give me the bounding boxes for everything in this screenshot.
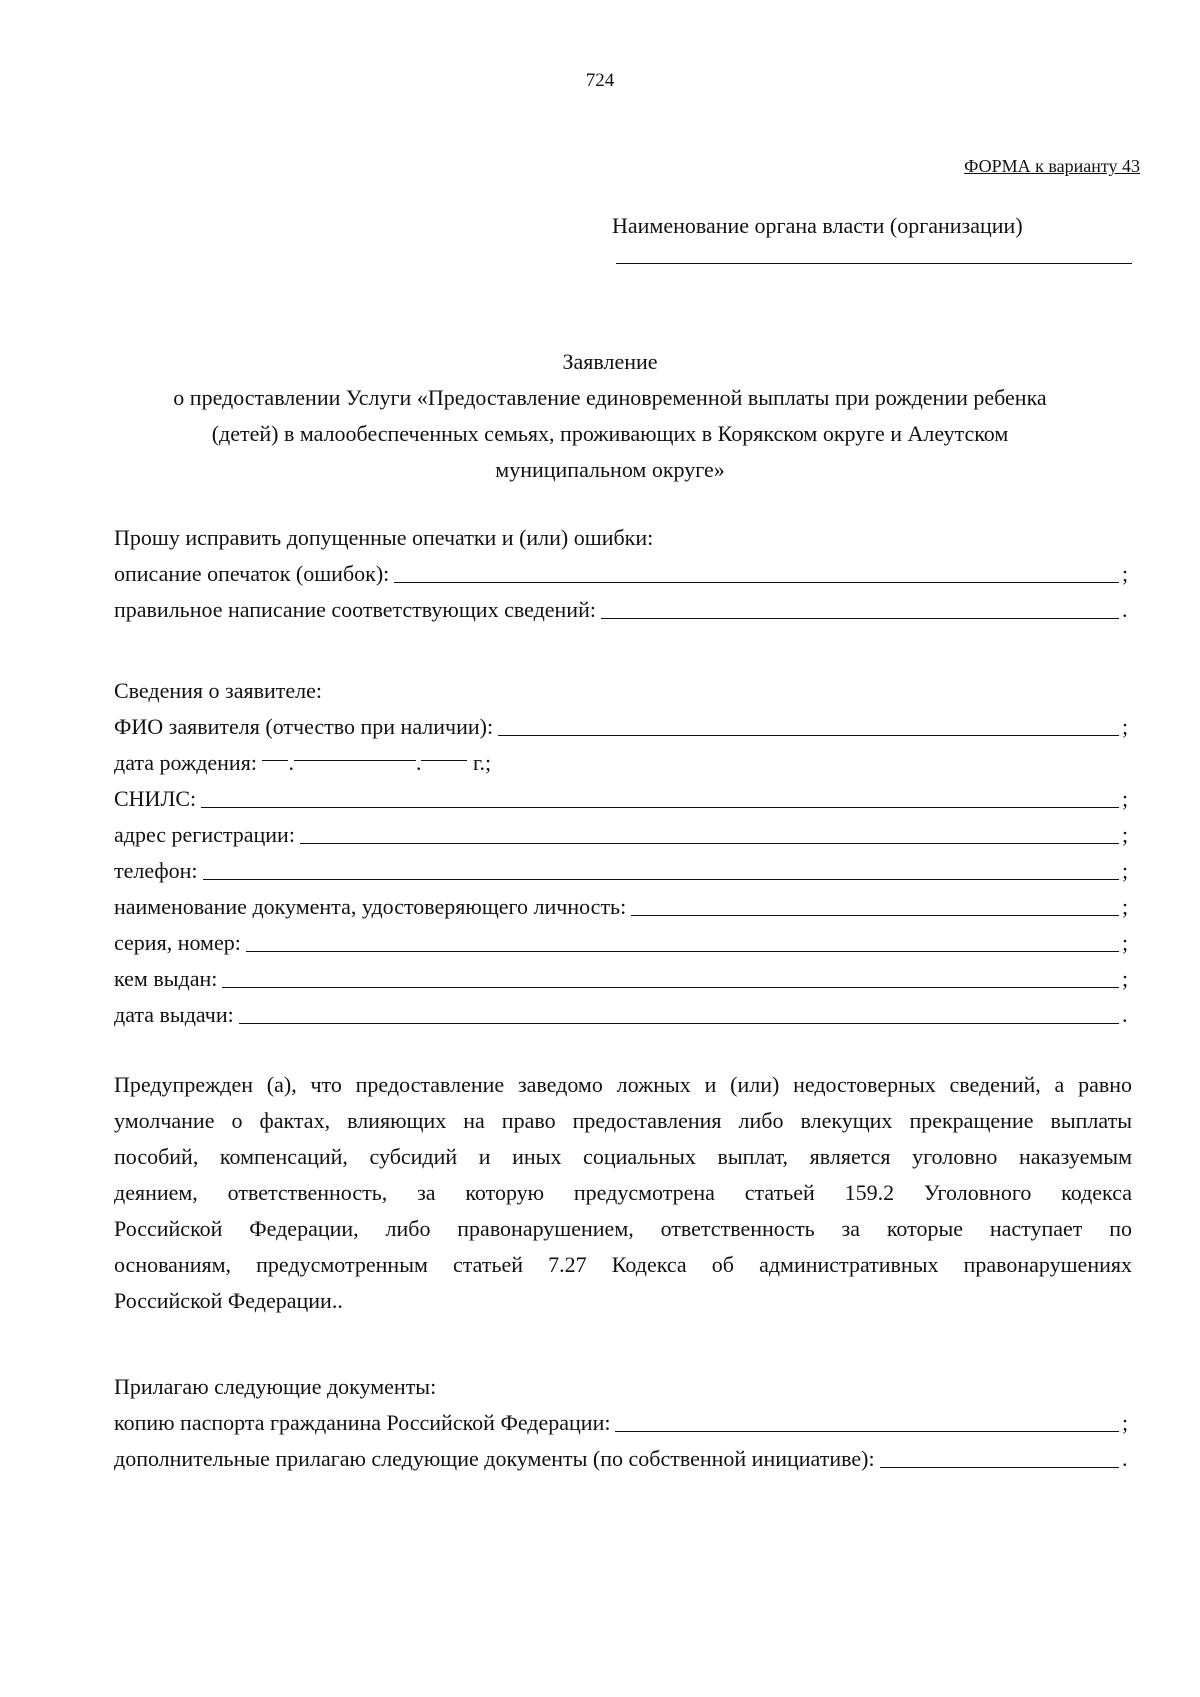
line-terminator: . bbox=[1122, 1002, 1128, 1027]
series-number-label: серия, номер: bbox=[114, 930, 241, 955]
warning-line: Российской Федерации, либо правонарушением, ответственность за которые наступает по bbox=[114, 1216, 1132, 1241]
dob-field[interactable]: . . bbox=[257, 745, 473, 781]
passport-copy-label: копию паспорта гражданина Российской Федерации: bbox=[114, 1410, 611, 1435]
line-terminator: ; bbox=[1122, 561, 1129, 586]
title-line: муниципальном округе» bbox=[495, 457, 725, 482]
line-terminator: . bbox=[1122, 1446, 1128, 1471]
dob-year-field[interactable] bbox=[421, 760, 467, 761]
dob-day-field[interactable] bbox=[262, 760, 288, 761]
passport-copy-field[interactable] bbox=[615, 1431, 1119, 1432]
phone-field[interactable] bbox=[203, 879, 1119, 880]
id-document-label: наименование документа, удостоверяющего личность: bbox=[114, 894, 627, 919]
fio-label: ФИО заявителя (отчество при наличии): bbox=[114, 714, 494, 739]
line-terminator: ; bbox=[1122, 858, 1129, 883]
attachments-heading: Прилагаю следующие документы: bbox=[114, 1374, 437, 1399]
warning-line: Российской Федерации.. bbox=[114, 1288, 343, 1313]
series-number-field[interactable] bbox=[246, 951, 1119, 952]
line-terminator: ; bbox=[1122, 786, 1129, 811]
authority-label: Наименование органа власти (организации) bbox=[612, 213, 1023, 238]
warning-line: Предупрежден (а), что предоставление заведомо ложных и (или) недостоверных сведений, а равно bbox=[114, 1072, 1132, 1097]
line-terminator: ; bbox=[1122, 930, 1129, 955]
document-title bbox=[130, 344, 1090, 488]
corrections-intro: Прошу исправить допущенные опечатки и (или) ошибки: bbox=[114, 525, 654, 550]
line-terminator: ; bbox=[1122, 966, 1129, 991]
line-terminator: ; bbox=[1122, 1410, 1129, 1435]
id-document-field[interactable] bbox=[631, 915, 1119, 916]
correct-spelling-label: правильное написание соответствующих сведений: bbox=[114, 597, 596, 622]
additional-documents-field[interactable] bbox=[880, 1467, 1119, 1468]
additional-documents-label: дополнительные прилагаю следующие документы (по собственной инициативе): bbox=[114, 1446, 875, 1471]
title-line: (детей) в малообеспеченных семьях, проживающих в Корякском округе и Алеутском bbox=[211, 421, 1009, 446]
warning-line: пособий, компенсаций, субсидий и иных социальных выплат, является уголовно наказуемым bbox=[114, 1144, 1132, 1169]
snils-field[interactable] bbox=[201, 807, 1119, 808]
line-terminator: ; bbox=[1122, 894, 1129, 919]
page-number: 724 bbox=[585, 70, 615, 91]
applicant-heading: Сведения о заявителе: bbox=[114, 678, 323, 703]
issue-date-label: дата выдачи: bbox=[114, 1002, 234, 1027]
description-field[interactable] bbox=[394, 582, 1119, 583]
warning-line: основаниям, предусмотренным статьей 7.27 Кодекса об административных правонарушениях bbox=[114, 1252, 1132, 1277]
attachments-section bbox=[114, 1369, 1132, 1477]
applicant-section bbox=[114, 673, 1132, 1033]
description-label: описание опечаток (ошибок): bbox=[114, 561, 390, 586]
authority-name-field[interactable] bbox=[616, 263, 1132, 264]
issued-by-label: кем выдан: bbox=[114, 966, 218, 991]
warning-line: умолчание о фактах, влияющих на право предоставления либо влекущих прекращение выплаты bbox=[114, 1108, 1132, 1133]
address-label: адрес регистрации: bbox=[114, 822, 295, 847]
line-terminator: . bbox=[1122, 597, 1128, 622]
snils-label: СНИЛС: bbox=[114, 786, 197, 811]
liability-warning bbox=[114, 1067, 1132, 1319]
line-terminator: ; bbox=[1122, 714, 1129, 739]
correct-spelling-field[interactable] bbox=[601, 618, 1119, 619]
issue-date-field[interactable] bbox=[239, 1023, 1119, 1024]
issued-by-field[interactable] bbox=[222, 987, 1119, 988]
dob-month-field[interactable] bbox=[294, 760, 416, 761]
corrections-section bbox=[114, 520, 1132, 628]
dob-suffix: г.; bbox=[472, 750, 492, 775]
title-heading: Заявление bbox=[562, 349, 658, 374]
form-reference: ФОРМА к варианту 43 bbox=[964, 156, 1140, 176]
phone-label: телефон: bbox=[114, 858, 198, 883]
warning-line: деянием, ответственность, за которую предусмотрена статьей 159.2 Уголовного кодекса bbox=[114, 1180, 1132, 1205]
dob-label: дата рождения: bbox=[114, 750, 257, 775]
address-field[interactable] bbox=[300, 843, 1119, 844]
title-line: о предоставлении Услуги «Предоставление единовременной выплаты при рождении ребенка bbox=[173, 385, 1047, 410]
fio-field[interactable] bbox=[498, 735, 1119, 736]
line-terminator: ; bbox=[1122, 822, 1129, 847]
